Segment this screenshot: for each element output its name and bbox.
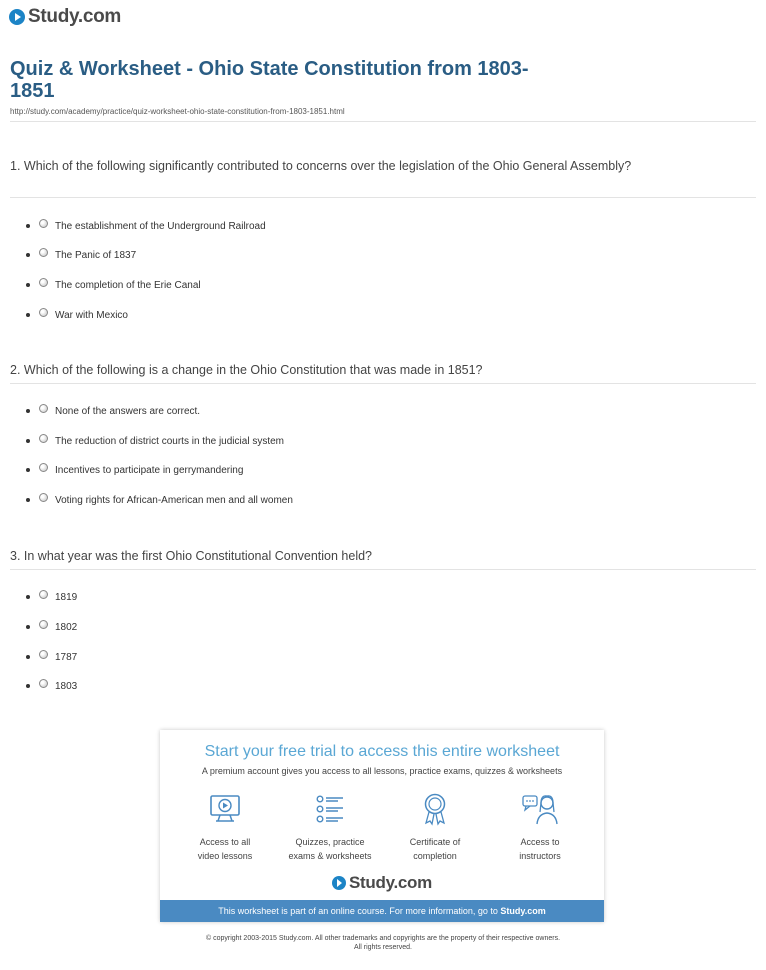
option-label: 1803: [55, 680, 78, 692]
instructor-icon: [521, 792, 559, 826]
promo-headline[interactable]: Start your free trial to access this entire worksheet: [204, 743, 560, 760]
question-2: 2. Which of the following is a change in the Ohio Constitution that was made in 1851?: [10, 363, 483, 377]
feature-line: Quizzes, practice: [295, 837, 365, 847]
option-label: Incentives to participate in gerrymandering: [55, 464, 244, 476]
play-icon: [9, 9, 25, 25]
answer-option[interactable]: [26, 434, 284, 448]
bullet: [26, 684, 30, 688]
option-label: None of the answers are correct.: [55, 405, 201, 417]
course-info-bar: [160, 900, 604, 922]
site-logo[interactable]: [9, 6, 121, 28]
bullet: [26, 595, 30, 599]
bullet: [26, 468, 30, 472]
option-label: 1787: [55, 651, 78, 663]
quiz-list-icon: [313, 792, 347, 826]
feature-quizzes: [280, 792, 380, 863]
bullet: [26, 655, 30, 659]
radio-button[interactable]: [39, 493, 48, 502]
promo-subtext: A premium account gives you access to all lessons, practice exams, quizzes & worksheets: [201, 766, 563, 776]
radio-button[interactable]: [39, 248, 48, 257]
bullet: [26, 253, 30, 257]
feature-line: Certificate of: [409, 837, 461, 847]
feature-line: completion: [413, 851, 457, 861]
bullet: [26, 283, 30, 287]
radio-button[interactable]: [39, 620, 48, 629]
certificate-icon: [418, 792, 452, 826]
study-link[interactable]: Study.com: [500, 906, 546, 916]
feature-certificate: [385, 792, 485, 863]
feature-line: Access to all: [199, 837, 251, 847]
promo-logo[interactable]: [160, 873, 604, 893]
feature-line: Access to: [520, 837, 560, 847]
question-3: 3. In what year was the first Ohio Constitutional Convention held?: [10, 549, 373, 563]
option-label: The establishment of the Underground Railroad: [55, 220, 266, 232]
option-label: 1819: [55, 591, 78, 603]
page-url: http://study.com/academy/practice/quiz-worksheet-ohio-state-constitution-from-1803-1851.html: [10, 107, 345, 116]
divider: [10, 569, 756, 570]
divider: [10, 197, 756, 198]
radio-button[interactable]: [39, 590, 48, 599]
radio-button[interactable]: [39, 278, 48, 287]
bullet: [26, 625, 30, 629]
divider: [10, 383, 756, 384]
answer-option[interactable]: [26, 493, 293, 507]
divider: [10, 121, 756, 122]
answer-option[interactable]: [26, 620, 77, 634]
radio-button[interactable]: [39, 434, 48, 443]
logo-text: Study.com: [349, 873, 432, 892]
course-info-text: This worksheet is part of an online course. For more information, go to: [218, 906, 498, 916]
feature-line: video lessons: [197, 851, 253, 861]
bullet: [26, 409, 30, 413]
radio-button[interactable]: [39, 679, 48, 688]
answer-option[interactable]: [26, 308, 128, 322]
radio-button[interactable]: [39, 404, 48, 413]
bullet: [26, 313, 30, 317]
question-1: 1. Which of the following significantly contributed to concerns over the legislation of the Ohio General Assembly?: [10, 159, 632, 173]
answer-option[interactable]: [26, 404, 200, 418]
feature-line: instructors: [519, 851, 561, 861]
feature-video-lessons: [175, 792, 275, 863]
copyright-line: © copyright 2003-2015 Study.com. All other trademarks and copyrights are the property of their respective owners.: [205, 935, 561, 942]
option-label: The Panic of 1837: [55, 249, 137, 261]
answer-option[interactable]: [26, 248, 136, 262]
copyright: [0, 934, 766, 952]
play-icon: [332, 876, 346, 890]
feature-line: exams & worksheets: [288, 851, 372, 861]
bullet: [26, 439, 30, 443]
answer-option[interactable]: [26, 679, 77, 693]
logo-text: Study.com: [28, 6, 122, 27]
option-label: 1802: [55, 621, 78, 633]
radio-button[interactable]: [39, 308, 48, 317]
page-title: Quiz & Worksheet - Ohio State Constitution from 1803-1851: [10, 58, 529, 102]
answer-option[interactable]: [26, 590, 77, 604]
radio-button[interactable]: [39, 219, 48, 228]
answer-option[interactable]: [26, 219, 266, 233]
bullet: [26, 224, 30, 228]
option-label: The reduction of district courts in the judicial system: [55, 435, 284, 447]
copyright-line: All rights reserved.: [354, 944, 412, 951]
radio-button[interactable]: [39, 650, 48, 659]
video-lesson-icon: [208, 792, 242, 826]
feature-instructors: [490, 792, 590, 863]
option-label: The completion of the Erie Canal: [55, 279, 201, 291]
option-label: Voting rights for African-American men and all women: [55, 494, 293, 506]
answer-option[interactable]: [26, 463, 243, 477]
option-label: War with Mexico: [55, 309, 128, 321]
radio-button[interactable]: [39, 463, 48, 472]
answer-option[interactable]: [26, 278, 201, 292]
answer-option[interactable]: [26, 650, 77, 664]
free-trial-promo: [160, 730, 604, 922]
bullet: [26, 498, 30, 502]
